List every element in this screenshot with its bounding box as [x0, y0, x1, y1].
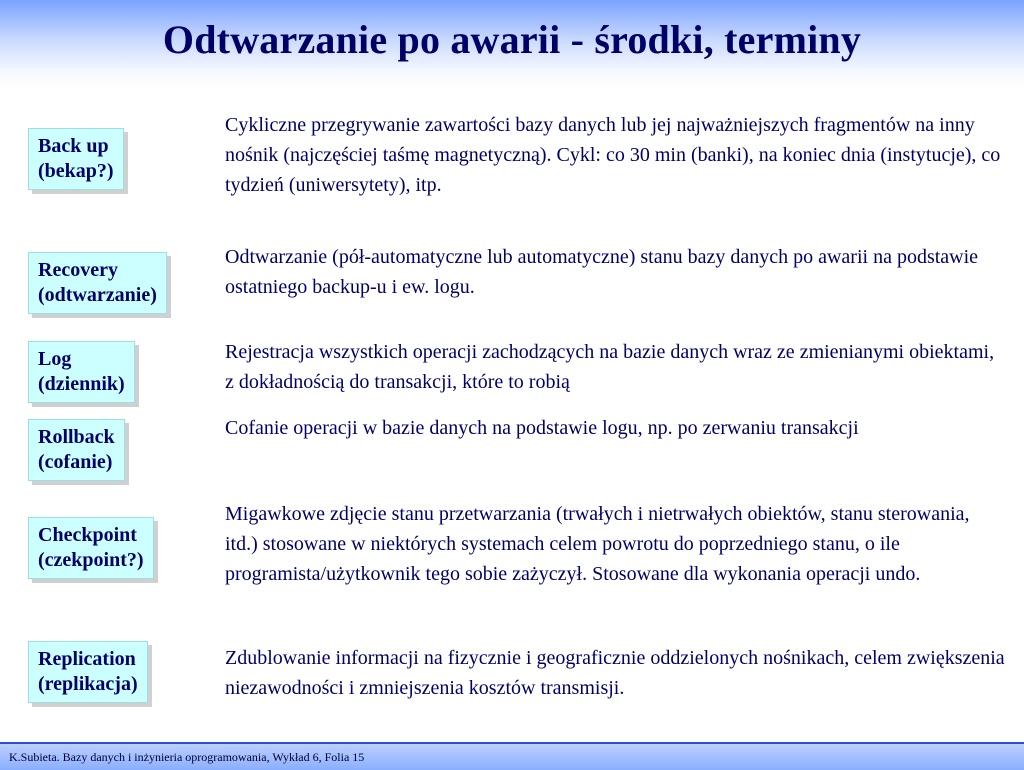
- term-name: Checkpoint: [38, 524, 137, 546]
- term-box-replication: [28, 641, 148, 703]
- footer-caption: K.Subieta. Bazy danych i inżynieria oprogramowania, Wykład 6, Folia 15: [9, 750, 365, 764]
- slide-footer: [0, 742, 1024, 770]
- term-name: Back up: [38, 135, 109, 157]
- term-box-backup: [28, 128, 124, 190]
- term-name: Rollback: [38, 426, 115, 448]
- term-box-rollback: [28, 419, 125, 481]
- term-native: (replikacja): [38, 673, 138, 695]
- term-name: Log: [38, 348, 72, 370]
- slide-title: Odtwarzanie po awarii - środki, terminy: [162, 17, 862, 62]
- term-description-checkpoint: Migawkowe zdjęcie stanu przetwarzania (trwałych i nietrwałych obiektów, stanu sterowania, itd.) stosowane w niektórych systemach celem powrotu do poprzedniego stanu, o ile programista/użytkownik tego sobie zażyczył. Stosowane dla wykonania operacji undo.: [225, 503, 970, 585]
- term-box-log: [28, 341, 135, 403]
- term-name: Recovery: [38, 259, 118, 281]
- term-description-replication: Zdublowanie informacji na fizycznie i geograficznie oddzielonych nośnikach, celem zwiększenia niezawodności i zmniejszenia kosztów transmisji.: [225, 647, 1005, 699]
- term-native: (czekpoint?): [38, 549, 144, 571]
- term-native: (bekap?): [38, 160, 114, 182]
- term-description-log: Rejestracja wszystkich operacji zachodzących na bazie danych wraz ze zmienianymi obiektami, z dokładnością do transakcji, które to robią: [225, 341, 995, 393]
- term-description-backup: Cykliczne przegrywanie zawartości bazy danych lub jej najważniejszych fragmentów na inny nośnik (najczęściej taśmę magnetyczną). Cykl: co 30 min (banki), na koniec dnia (instytucje), co tydzień (uniwersytety), itp.: [225, 114, 1001, 196]
- term-box-checkpoint: [28, 517, 154, 579]
- term-description-recovery: Odtwarzanie (pół-automatyczne lub automatyczne) stanu bazy danych po awarii na podstawie ostatniego backup-u i ew. logu.: [225, 246, 979, 298]
- term-name: Replication: [38, 648, 136, 670]
- term-native: (odtwarzanie): [38, 284, 157, 306]
- term-box-recovery: [28, 252, 167, 314]
- term-native: (dziennik): [38, 373, 125, 395]
- term-native: (cofanie): [38, 451, 113, 473]
- term-description-rollback: Cofanie operacji w bazie danych na podstawie logu, np. po zerwaniu transakcji: [225, 417, 859, 439]
- slide-header: [0, 0, 1024, 88]
